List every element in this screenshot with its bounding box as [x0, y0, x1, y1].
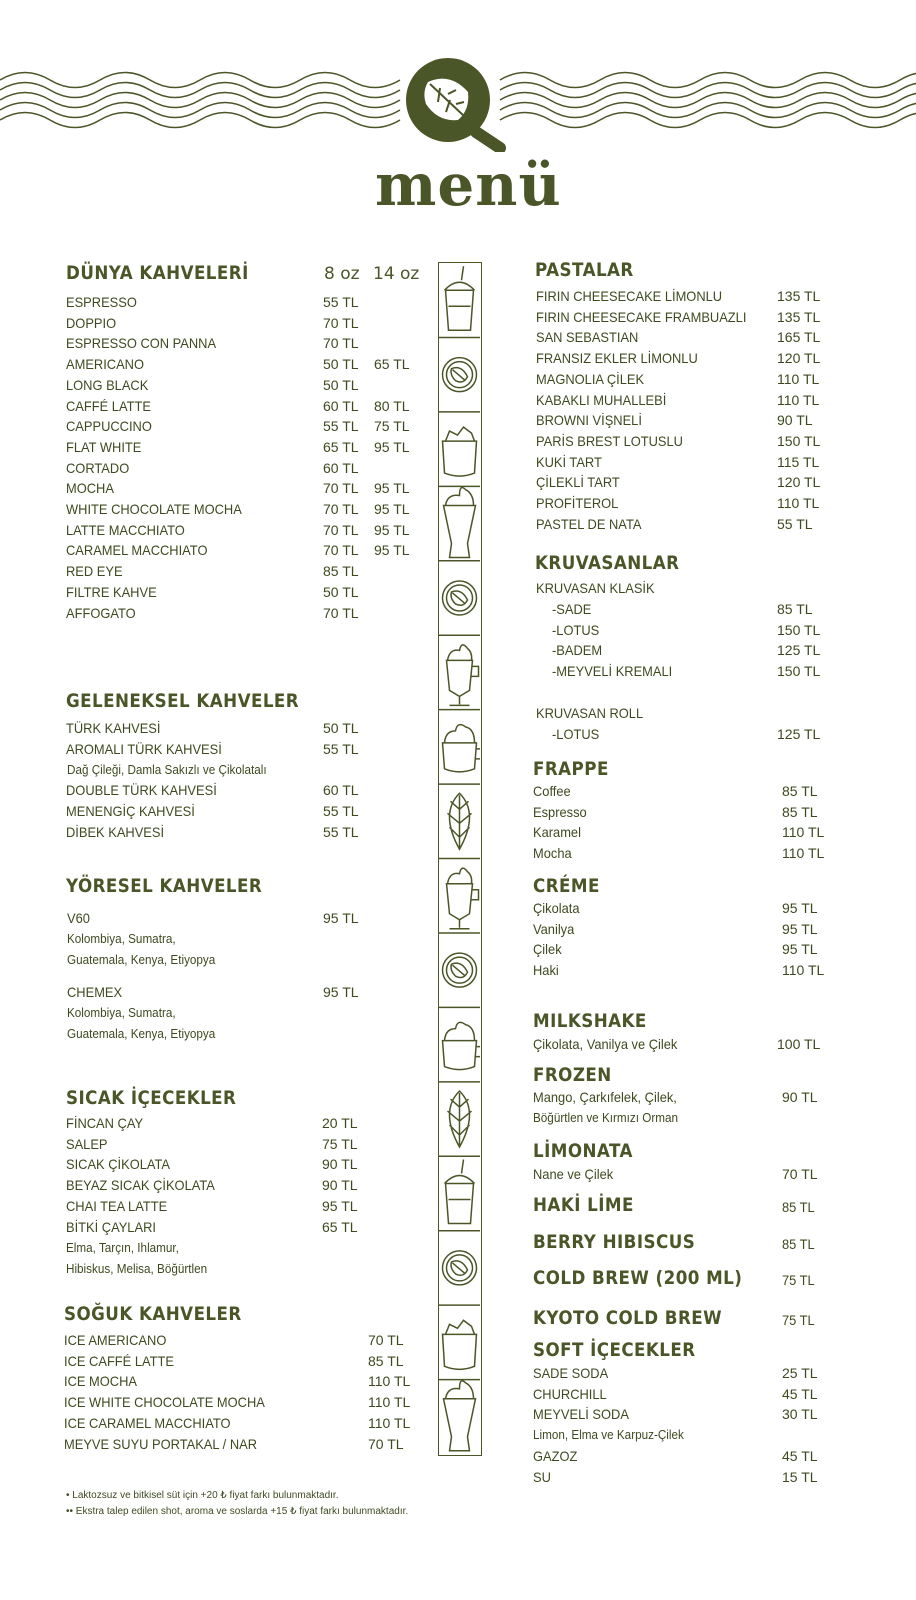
- section-title-hakilime: HAKİ LİME: [533, 1194, 634, 1216]
- item-price: 60 TL: [323, 782, 359, 799]
- limonata-price: 70 TL: [782, 1166, 818, 1182]
- icon-strip: [438, 262, 482, 1456]
- item-name: RED EYE: [66, 563, 123, 580]
- item-price: 135 TL: [777, 308, 821, 325]
- item-name: ESPRESSO: [66, 294, 137, 310]
- item-name: BROWNI VİŞNELİ: [536, 412, 642, 429]
- item-price: 55 TL: [323, 823, 359, 840]
- item-price: 15 TL: [782, 1468, 818, 1485]
- section-title-yoresel: YÖRESEL KAHVELER: [66, 875, 263, 897]
- item-price: 20 TL: [322, 1115, 358, 1131]
- item-name: ESPRESSO CON PANNA: [66, 335, 217, 352]
- item-name: FRANSIZ EKLER LİMONLU: [536, 350, 698, 367]
- item-price: 135 TL: [777, 288, 821, 304]
- section-title-coldbrew: COLD BREW (200 ML): [533, 1267, 743, 1289]
- irish-glass-icon: [439, 635, 480, 705]
- icon-strip-drawing: [439, 263, 480, 1454]
- item-price: 150 TL: [777, 663, 821, 680]
- item-name: LONG BLACK: [66, 376, 149, 393]
- item-price: 50 TL: [323, 583, 359, 600]
- item-name: SALEP: [66, 1135, 108, 1152]
- item-name: CHAI TEA LATTE: [66, 1197, 168, 1214]
- item-price: 70 TL: [323, 335, 359, 352]
- section-title-creme: CRÉME: [533, 875, 600, 897]
- item-name: AROMALI TÜRK KAHVESİ: [66, 740, 222, 757]
- item-price: 70 TL: [368, 1332, 404, 1348]
- size-8oz-header: 8 oz: [324, 264, 360, 284]
- footnote-1: • Laktozsuz ve bitkisel süt için +20 ₺ fiyat farkı bulunmaktadır.: [66, 1490, 339, 1501]
- item-price: 65 TL: [322, 1218, 358, 1235]
- section-title-geleneksel: GELENEKSEL KAHVELER: [66, 690, 300, 712]
- irish-glass-icon: [439, 859, 480, 929]
- berry-price: 85 TL: [782, 1236, 815, 1252]
- item-price: 25 TL: [782, 1365, 818, 1381]
- item-name: CAFFÉ LATTE: [66, 397, 151, 414]
- item-name: DOPPIO: [66, 314, 117, 331]
- item-name: FİNCAN ÇAY: [66, 1115, 144, 1131]
- item-price: 120 TL: [777, 474, 821, 491]
- frozen-price: 90 TL: [782, 1089, 818, 1105]
- item-price: 90 TL: [777, 412, 813, 429]
- item-name: BİTKİ ÇAYLARI: [66, 1218, 156, 1235]
- item-name: BEYAZ SICAK ÇİKOLATA: [66, 1177, 215, 1194]
- whipped-glass-icon: [439, 1380, 480, 1451]
- item-price: 110 TL: [782, 845, 825, 862]
- section-title-kyoto: KYOTO COLD BREW: [533, 1307, 723, 1329]
- item-price-large: 95 TL: [374, 480, 410, 497]
- iced-cup-icon: [439, 1156, 480, 1223]
- item-name: FLAT WHITE: [66, 438, 142, 455]
- item-price: 70 TL: [323, 604, 359, 621]
- item-name: Çikolata: [533, 900, 580, 916]
- item-name: ICE AMERICANO: [64, 1332, 167, 1348]
- item-price: 85 TL: [323, 563, 359, 580]
- section-title-soguk: SOĞUK KAHVELER: [64, 1303, 242, 1325]
- item-price: 50 TL: [323, 356, 359, 373]
- item-name: MENENGİÇ KAHVESİ: [66, 803, 195, 820]
- kruvasan-klasik-text: KRUVASAN KLASİK: [536, 580, 655, 596]
- item-price: 165 TL: [777, 329, 821, 346]
- leaf-icon: [439, 784, 480, 849]
- item-name: FIRIN CHEESECAKE LİMONLU: [536, 288, 723, 304]
- size-14oz-header: 14 oz: [373, 264, 420, 284]
- item-name: CAPPUCCINO: [66, 418, 152, 435]
- item-price: 55 TL: [323, 740, 359, 757]
- milkshake-price: 100 TL: [777, 1036, 821, 1052]
- item-price: 55 TL: [323, 803, 359, 820]
- item-price-large: 95 TL: [374, 438, 410, 455]
- item-price: 55 TL: [777, 515, 813, 532]
- section-title-pastalar: PASTALAR: [535, 259, 634, 281]
- item-name: MEYVE SUYU PORTAKAL / NAR: [64, 1435, 258, 1452]
- item-name: Mocha: [533, 845, 572, 862]
- kyoto-price: 75 TL: [782, 1312, 815, 1328]
- v60-price: 95 TL: [323, 910, 359, 926]
- item-name: -BADEM: [552, 642, 603, 659]
- item-price: 75 TL: [322, 1135, 358, 1152]
- item-price-large: 75 TL: [374, 418, 410, 435]
- section-title-frappe: FRAPPE: [533, 758, 609, 780]
- item-name: CORTADO: [66, 459, 130, 476]
- kruvasan-roll-text: KRUVASAN ROLL: [536, 705, 644, 721]
- v60-origin-2: Guatemala, Kenya, Etiyopya: [67, 952, 216, 967]
- frozen-desc-1: Mango, Çarkıfelek, Çilek,: [533, 1089, 677, 1105]
- item-price: 110 TL: [782, 824, 825, 841]
- item-price: 45 TL: [782, 1448, 818, 1464]
- item-name: CARAMEL MACCHIATO: [66, 542, 208, 559]
- item-price-large: 95 TL: [374, 542, 410, 559]
- item-name: Coffee: [533, 783, 571, 799]
- item-price: 95 TL: [322, 1197, 358, 1214]
- item-price: 110 TL: [777, 370, 820, 387]
- item-price: 90 TL: [322, 1177, 358, 1194]
- item-name: LATTE MACCHIATO: [66, 521, 185, 538]
- item-name: TÜRK KAHVESİ: [66, 720, 161, 736]
- item-price: 90 TL: [322, 1156, 358, 1173]
- item-price: 110 TL: [777, 495, 820, 511]
- item-name: ICE CAFFÉ LATTE: [64, 1352, 174, 1369]
- item-price: 150 TL: [777, 621, 821, 638]
- item-price: 45 TL: [782, 1385, 818, 1402]
- item-name: Vanilya: [533, 920, 575, 937]
- item-price: 110 TL: [368, 1394, 411, 1411]
- item-name: DİBEK KAHVESİ: [66, 823, 165, 840]
- leaf-icon: [439, 1082, 480, 1147]
- item-price-large: 65 TL: [374, 356, 410, 373]
- cream-mug-icon: [439, 1007, 480, 1069]
- item-price: 70 TL: [323, 542, 359, 559]
- section-title-limonata: LİMONATA: [533, 1140, 633, 1162]
- section-title-sicak: SICAK İÇECEKLER: [66, 1087, 237, 1109]
- item-name: ICE WHITE CHOCOLATE MOCHA: [64, 1394, 265, 1411]
- leaf-plate-icon: [439, 933, 480, 987]
- item-name: AFFOGATO: [66, 604, 136, 621]
- meyveli-soda-note: Limon, Elma ve Karpuz-Çilek: [533, 1427, 684, 1442]
- item-price: 50 TL: [323, 376, 359, 393]
- item-name: FILTRE KAHVE: [66, 583, 157, 600]
- item-name: SU: [533, 1468, 551, 1485]
- leaf-plate-icon: [439, 561, 480, 615]
- item-price: 70 TL: [368, 1435, 404, 1452]
- item-price: 120 TL: [777, 350, 821, 367]
- ice-glass-icon: [439, 412, 480, 476]
- chemex-origin-2: Guatemala, Kenya, Etiyopya: [67, 1026, 216, 1041]
- item-price: 95 TL: [782, 920, 818, 937]
- section-title-dunya: DÜNYA KAHVELERİ: [66, 262, 249, 284]
- item-name: SAN SEBASTIAN: [536, 329, 639, 346]
- item-price: 70 TL: [323, 480, 359, 497]
- page-title: menü: [375, 151, 562, 219]
- v60-origin-1: Kolombiya, Sumatra,: [67, 931, 176, 946]
- section-title-soft: SOFT İÇECEKLER: [533, 1339, 696, 1361]
- section-title-kruvasan: KRUVASANLAR: [535, 552, 680, 574]
- item-name: MOCHA: [66, 480, 114, 497]
- limonata-desc: Nane ve Çilek: [533, 1166, 614, 1182]
- item-name: GAZOZ: [533, 1448, 578, 1464]
- item-name: PARİS BREST LOTUSLU: [536, 432, 683, 449]
- item-price: 150 TL: [777, 432, 821, 449]
- item-price: 110 TL: [777, 391, 820, 408]
- chemex-origin-1: Kolombiya, Sumatra,: [67, 1005, 176, 1020]
- logo-leaf-icon: [400, 52, 510, 152]
- section-title-milkshake: MILKSHAKE: [533, 1010, 647, 1032]
- item-name: KUKİ TART: [536, 453, 602, 470]
- item-price: 70 TL: [323, 314, 359, 331]
- item-price: 95 TL: [782, 941, 818, 958]
- bitki-note-2: Hibiskus, Melisa, Böğürtlen: [66, 1261, 208, 1276]
- item-name: SICAK ÇİKOLATA: [66, 1156, 171, 1173]
- item-name: Haki: [533, 962, 559, 979]
- item-price: 115 TL: [777, 453, 820, 470]
- item-name: -MEYVELİ KREMALI: [552, 663, 673, 680]
- coldbrew-price: 75 TL: [782, 1272, 815, 1288]
- item-price: 55 TL: [323, 418, 359, 435]
- item-name: ÇİLEKLİ TART: [536, 474, 620, 491]
- item-price: 125 TL: [777, 642, 821, 659]
- item-name: PROFİTEROL: [536, 495, 619, 511]
- item-name: -LOTUS: [552, 726, 600, 742]
- item-name: AMERICANO: [66, 356, 145, 373]
- item-price: 125 TL: [777, 726, 821, 742]
- item-name: Espresso: [533, 803, 587, 820]
- item-name: CHURCHILL: [533, 1385, 607, 1402]
- item-name: KABAKLI MUHALLEBİ: [536, 391, 667, 408]
- hakilime-price: 85 TL: [782, 1199, 815, 1215]
- item-price: 60 TL: [323, 397, 359, 414]
- item-name: WHITE CHOCOLATE MOCHA: [66, 501, 242, 517]
- whipped-glass-icon: [439, 486, 480, 557]
- item-price: 95 TL: [782, 900, 818, 916]
- item-name: -SADE: [552, 601, 592, 617]
- v60-name: V60: [67, 910, 90, 926]
- leaf-plate-icon: [439, 1231, 480, 1285]
- item-price: 85 TL: [777, 601, 813, 617]
- item-price: 85 TL: [782, 803, 818, 820]
- item-price-large: 95 TL: [374, 521, 410, 538]
- item-name: ICE MOCHA: [64, 1373, 137, 1390]
- aromali-note: Dağ Çileği, Damla Sakızlı ve Çikolatalı: [67, 762, 267, 777]
- item-price: 60 TL: [323, 459, 359, 476]
- item-name: Karamel: [533, 824, 581, 841]
- leaf-plate-icon: [439, 337, 480, 391]
- chemex-price: 95 TL: [323, 984, 359, 1000]
- item-price: 110 TL: [782, 962, 825, 979]
- item-name: PASTEL DE NATA: [536, 515, 642, 532]
- item-price: 65 TL: [323, 438, 359, 455]
- item-price: 30 TL: [782, 1406, 818, 1423]
- item-price: 70 TL: [323, 521, 359, 538]
- item-price: 110 TL: [368, 1414, 411, 1431]
- iced-cup-icon: [445, 266, 475, 330]
- ice-glass-icon: [439, 1305, 480, 1369]
- item-price: 110 TL: [368, 1373, 411, 1390]
- item-price: 85 TL: [782, 783, 818, 799]
- section-title-frozen: FROZEN: [533, 1064, 612, 1086]
- item-name: MAGNOLIA ÇİLEK: [536, 370, 645, 387]
- item-price-large: 95 TL: [374, 501, 410, 517]
- milkshake-desc: Çikolata, Vanilya ve Çilek: [533, 1036, 678, 1052]
- cream-mug-icon: [439, 710, 480, 772]
- item-name: -LOTUS: [552, 621, 600, 638]
- section-title-berry: BERRY HIBISCUS: [533, 1231, 696, 1253]
- item-name: DOUBLE TÜRK KAHVESİ: [66, 782, 217, 799]
- footnote-2: •• Ekstra talep edilen shot, aroma ve soslarda +15 ₺ fiyat farkı bulunmaktadır.: [66, 1506, 409, 1517]
- item-name: MEYVELİ SODA: [533, 1406, 629, 1423]
- item-price: 50 TL: [323, 720, 359, 736]
- item-price: 70 TL: [323, 501, 359, 517]
- item-price-large: 80 TL: [374, 397, 410, 414]
- item-price: 85 TL: [368, 1352, 404, 1369]
- chemex-name: CHEMEX: [67, 984, 123, 1000]
- item-name: FIRIN CHEESECAKE FRAMBUAZLI: [536, 308, 747, 325]
- item-name: SADE SODA: [533, 1365, 609, 1381]
- item-price: 55 TL: [323, 294, 359, 310]
- item-name: Çilek: [533, 941, 562, 958]
- frozen-desc-2: Böğürtlen ve Kırmızı Orman: [533, 1110, 679, 1125]
- item-name: ICE CARAMEL MACCHIATO: [64, 1414, 231, 1431]
- bitki-note-1: Elma, Tarçın, Ihlamur,: [66, 1240, 179, 1255]
